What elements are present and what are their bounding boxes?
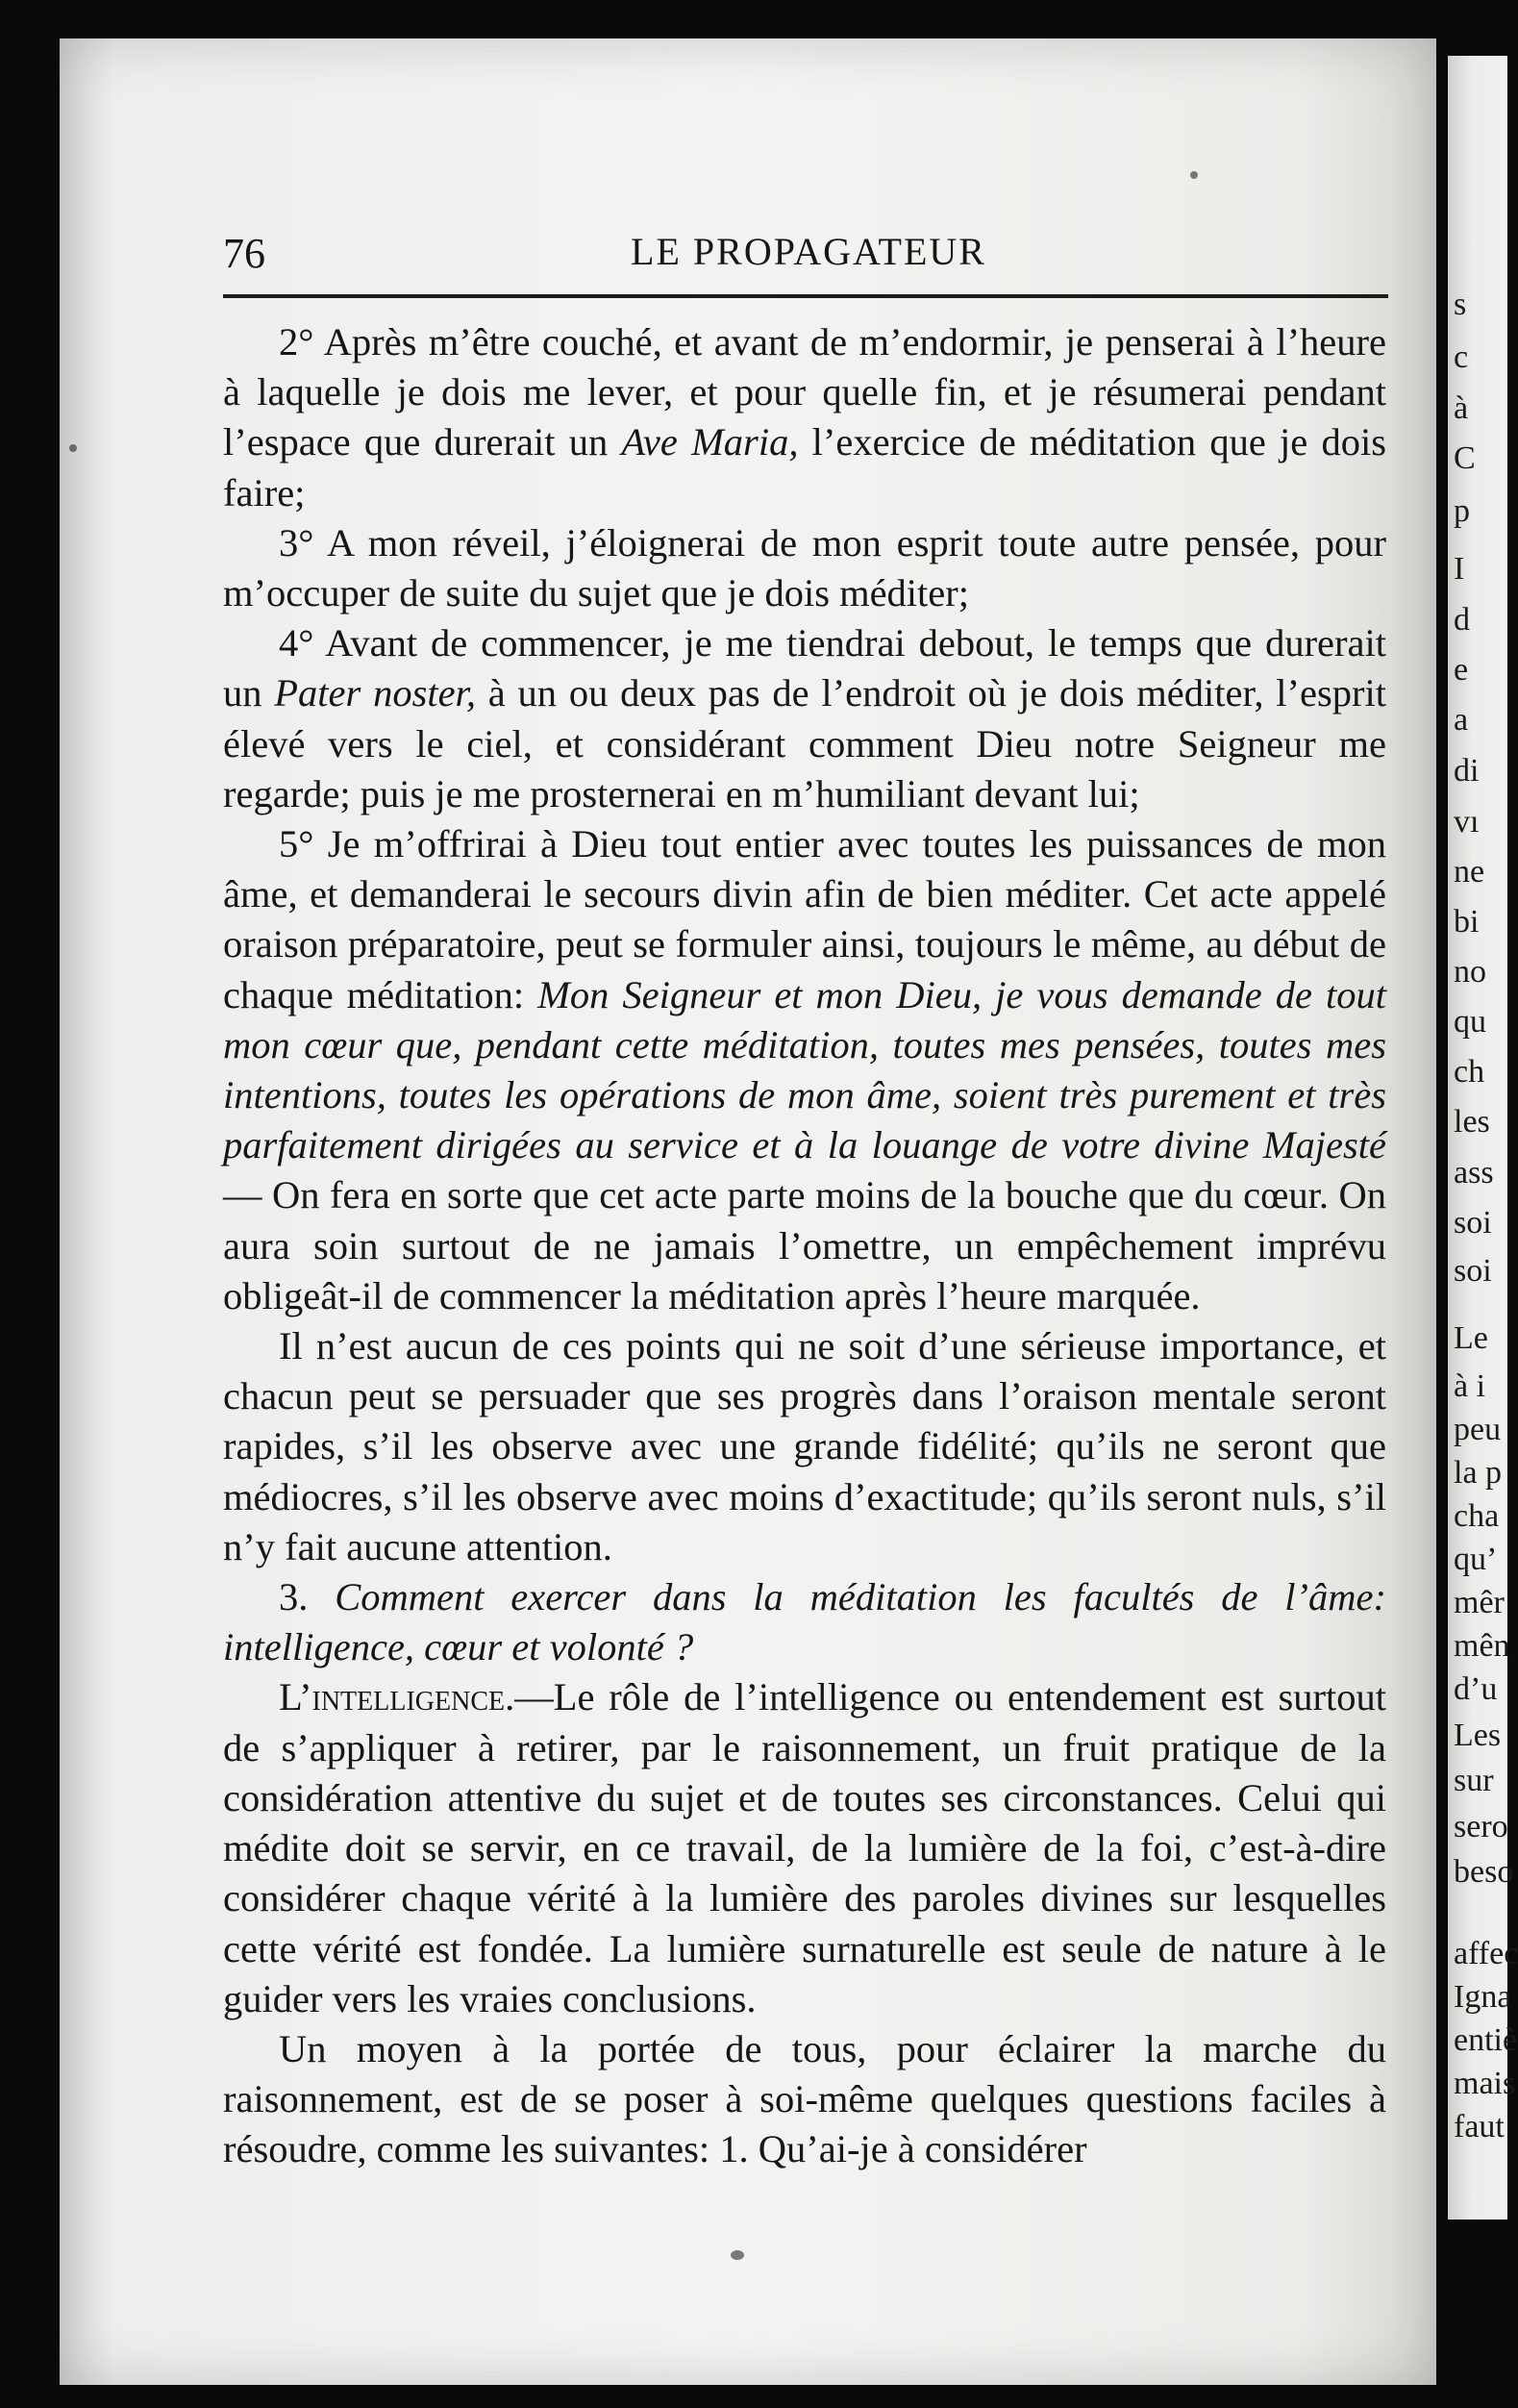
adjacent-page-fragment: beso [1454,1854,1514,1890]
adjacent-page-fragment: no [1454,954,1486,990]
adjacent-page-fragment: e [1454,652,1469,688]
adjacent-page-fragment: sero [1454,1809,1508,1844]
page-number: 76 [223,230,265,277]
adjacent-page-edge [1448,56,1518,2220]
adjacent-page-fragment: qu’ [1454,1542,1498,1577]
adjacent-page-fragment: les [1454,1104,1490,1140]
adjacent-page-fragment: di [1454,753,1480,789]
adjacent-page-fragment: faut [1454,2109,1505,2145]
adjacent-page-fragment: c [1454,339,1469,375]
adjacent-page-fragment: Le [1454,1320,1488,1356]
adjacent-page-fragment: peu [1454,1412,1502,1447]
adjacent-page-fragment: cha [1454,1498,1500,1534]
running-title: LE PROPAGATEUR [631,230,986,273]
paragraph-2: 3° A mon réveil, j’éloignerai de mon esprit toute autre pensée, pour m’occuper de suite du sujet que je dois méditer; [223,520,1386,615]
adjacent-page-fragment: ass [1454,1155,1494,1191]
paragraph-1: 2° Après m’être couché, et avant de m’endormir, je penserai à l’heure à laquelle je dois me lever, et pour quelle fin, et je résumerai pendant l’espace que durerait un Ave Maria, l’exercice de méditation que je dois faire; [223,320,1386,514]
paragraph-4: 5° Je m’offrirai à Dieu tout entier avec toutes les puissances de mon âme, et demanderai le secours divin afin de bien méditer. Cet acte appelé oraison préparatoire, peut se formuler ainsi, toujours le même, au début de chaque méditation: Mon Seigneur et mon Dieu, je vous demande de tout mon cœur que, pendant cette méditation, toutes mes pensées, toutes mes intentions, toutes les opérations de mon âme, soient très purement et très parfaitement dirigées au service et à la louange de votre divine Majesté — On fera en sorte que cet acte parte moins de la bouche que du cœur. On aura soin surtout de ne jamais l’omettre, un empêchement imprévu obligeât-il de commencer la méditation après l’heure marquée. [223,822,1386,1317]
body-text [223,317,1386,2175]
paragraph-5: Il n’est aucun de ces points qui ne soit d’une sérieuse importance, et chacun peut se persuader que ses progrès dans l’oraison mentale seront rapides, s’il les observe avec une grande fidélité; qu’ils ne seront que médiocres, s’il les observe avec moins d’exactitude; qu’ils seront nuls, s’il n’y fait aucune attention. [223,1324,1386,1568]
adjacent-page-fragment: Les [1454,1718,1502,1753]
running-head [223,229,1394,290]
adjacent-page-fragment: qu [1454,1004,1486,1040]
adjacent-page-fragment: I [1454,551,1465,587]
scan-speck [1190,171,1198,179]
adjacent-page-fragment: a [1454,702,1469,738]
adjacent-page-fragment: bi [1454,904,1480,940]
adjacent-page-fragment: vı [1454,804,1480,840]
adjacent-page-fragment: Igna [1454,1979,1512,2015]
adjacent-page-fragment: entiè [1454,2022,1518,2058]
adjacent-page-fragment: p [1454,493,1470,529]
scan-speck [731,2250,744,2260]
adjacent-page-fragment: mên [1454,1628,1510,1664]
adjacent-page-fragment: d’u [1454,1671,1498,1707]
adjacent-page-fragment: d [1454,602,1470,638]
adjacent-page-fragment: sur [1454,1763,1494,1798]
adjacent-page-fragment: à [1454,390,1469,426]
adjacent-page-fragment: s [1454,287,1467,322]
scan-speck [69,444,77,452]
adjacent-page-fragment: C [1454,440,1476,476]
adjacent-page-fragment: soi [1454,1253,1492,1289]
adjacent-page-fragment: soi [1454,1205,1492,1241]
adjacent-page-fragment: ne [1454,854,1485,890]
adjacent-page-fragment: à i [1454,1368,1486,1404]
paragraph-8: Un moyen à la portée de tous, pour éclairer la marche du raisonnement, est de se poser à soi-même quelques questions faciles à résoudre, comme les suivantes: 1. Qu’ai-je à considérer [223,2026,1386,2171]
paragraph-3: 4° Avant de commencer, je me tiendrai debout, le temps que durerait un Pater noster, à un ou deux pas de l’endroit où je dois méditer, l’esprit élevé vers le ciel, et considérant comment Dieu notre Seigneur me regarde; puis je me prosternerai en m’humiliant devant lui; [223,621,1387,815]
paragraph-intelligence: L’intelligence.—Le rôle de l’intelligence ou entendement est surtout de s’appliquer à retirer, par le raisonnement, un fruit pratique de la considération attentive du sujet et de toutes ses circonstances. Celui qui médite doit se servir, en ce travail, de la lumière de la foi, c’est-à-dire considérer chaque vérité à la lumière des paroles divines sur lesquelles cette vérité est fondée. La lumière surnaturelle est seule de nature à le guider vers les vraies conclusions. [223,1675,1386,2020]
adjacent-page-fragment: ch [1454,1054,1485,1090]
adjacent-page-fragment: mais [1454,2066,1516,2101]
section-heading: 3. Comment exercer dans la méditation les facultés de l’âme: intelligence, cœur et volonté ? [223,1575,1387,1669]
adjacent-page-fragment: affec [1454,1936,1518,1971]
header-rule [223,294,1388,298]
adjacent-page-fragment: mêr [1454,1585,1505,1620]
adjacent-page-fragment: la p [1454,1455,1503,1491]
